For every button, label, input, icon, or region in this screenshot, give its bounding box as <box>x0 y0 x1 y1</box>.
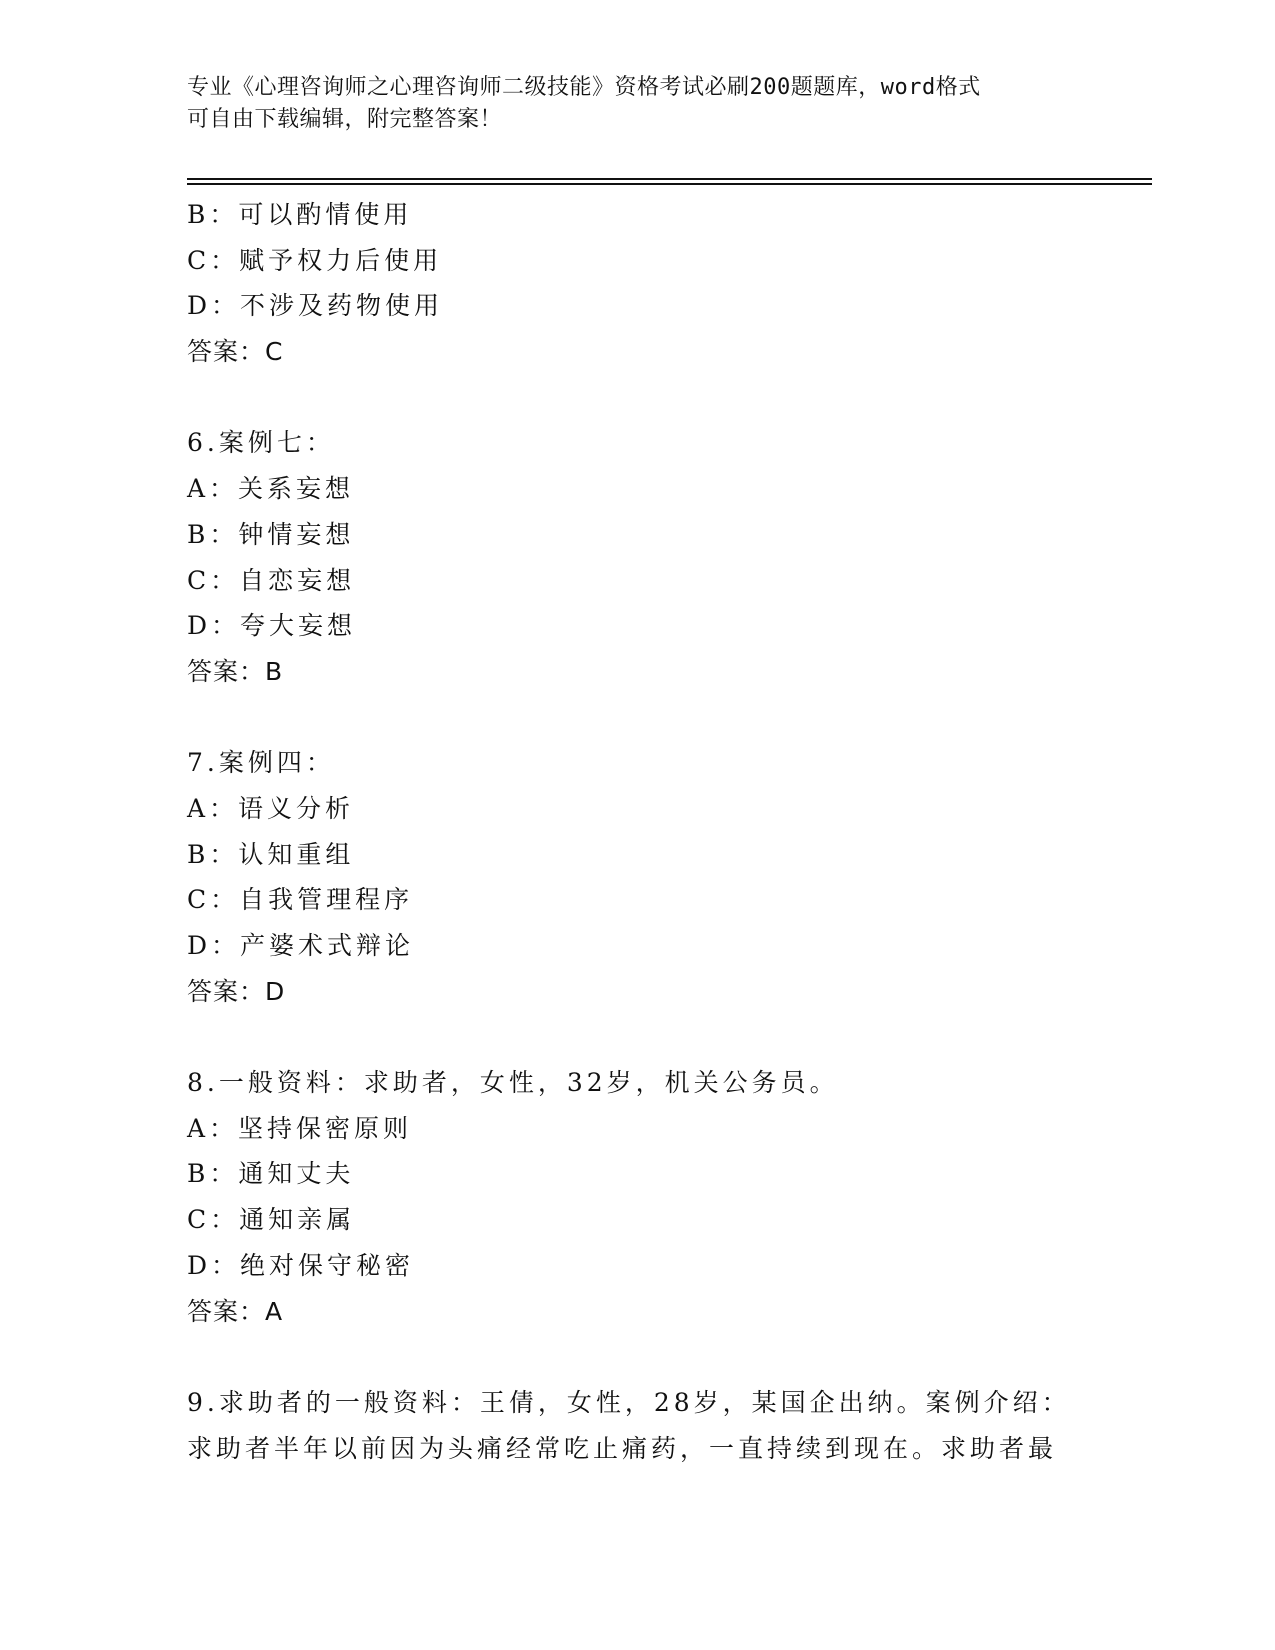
option-b: B：通知丈夫 <box>187 1159 355 1189</box>
spacer <box>187 375 1152 421</box>
option-a: A：坚持保密原则 <box>187 1113 413 1143</box>
question-stem: 7.案例四： <box>187 748 335 778</box>
option-a: A：关系妄想 <box>187 474 355 504</box>
option-d: D：不涉及药物使用 <box>187 291 444 321</box>
header-line-2: 可自由下载编辑，附完整答案！ <box>187 107 503 132</box>
answer-line: 答案：D <box>187 976 286 1006</box>
option-d: D：夸大妄想 <box>187 611 357 641</box>
question-block-8 <box>187 1060 1152 1334</box>
document-body <box>187 192 1152 1471</box>
answer-line: 答案：C <box>187 337 284 367</box>
header-divider-bottom <box>187 183 1152 185</box>
option-c: C：自我管理程序 <box>187 885 414 915</box>
question-block-9 <box>187 1380 1152 1471</box>
header-line-1: 专业《心理咨询师之心理咨询师二级技能》资格考试必刷200题题库，word格式 <box>187 75 981 100</box>
option-c: C：赋予权力后使用 <box>187 245 443 275</box>
option-d: D：绝对保守秘密 <box>187 1250 415 1280</box>
option-d: D：产婆术式辩论 <box>187 931 415 960</box>
option-b: B：认知重组 <box>187 839 355 869</box>
question-stem-line-2: 求助者半年以前因为头痛经常吃止痛药，一直持续到现在。求助者最 <box>187 1433 1058 1463</box>
option-b: B：钟情妄想 <box>187 519 355 549</box>
question-block-7 <box>187 740 1152 1014</box>
answer-line: 答案：A <box>187 1296 284 1326</box>
question-stem-line-1: 9.求助者的一般资料：王倩，女性，28岁，某国企出纳。案例介绍： <box>187 1387 1071 1417</box>
question-block-partial <box>187 192 1152 375</box>
question-stem: 6.案例七： <box>187 428 335 458</box>
option-c: C：自恋妄想 <box>187 565 356 595</box>
question-stem: 8.一般资料：求助者，女性，32岁，机关公务员。 <box>187 1068 839 1098</box>
spacer <box>187 1334 1152 1380</box>
document-header <box>187 72 1087 136</box>
question-block-6 <box>187 420 1152 694</box>
header-divider-top <box>187 178 1152 180</box>
option-a: A：语义分析 <box>187 793 355 823</box>
option-b: B：可以酌情使用 <box>187 200 413 229</box>
answer-line: 答案：B <box>187 656 284 686</box>
spacer <box>187 695 1152 741</box>
option-c: C：通知亲属 <box>187 1205 356 1235</box>
spacer <box>187 1014 1152 1060</box>
